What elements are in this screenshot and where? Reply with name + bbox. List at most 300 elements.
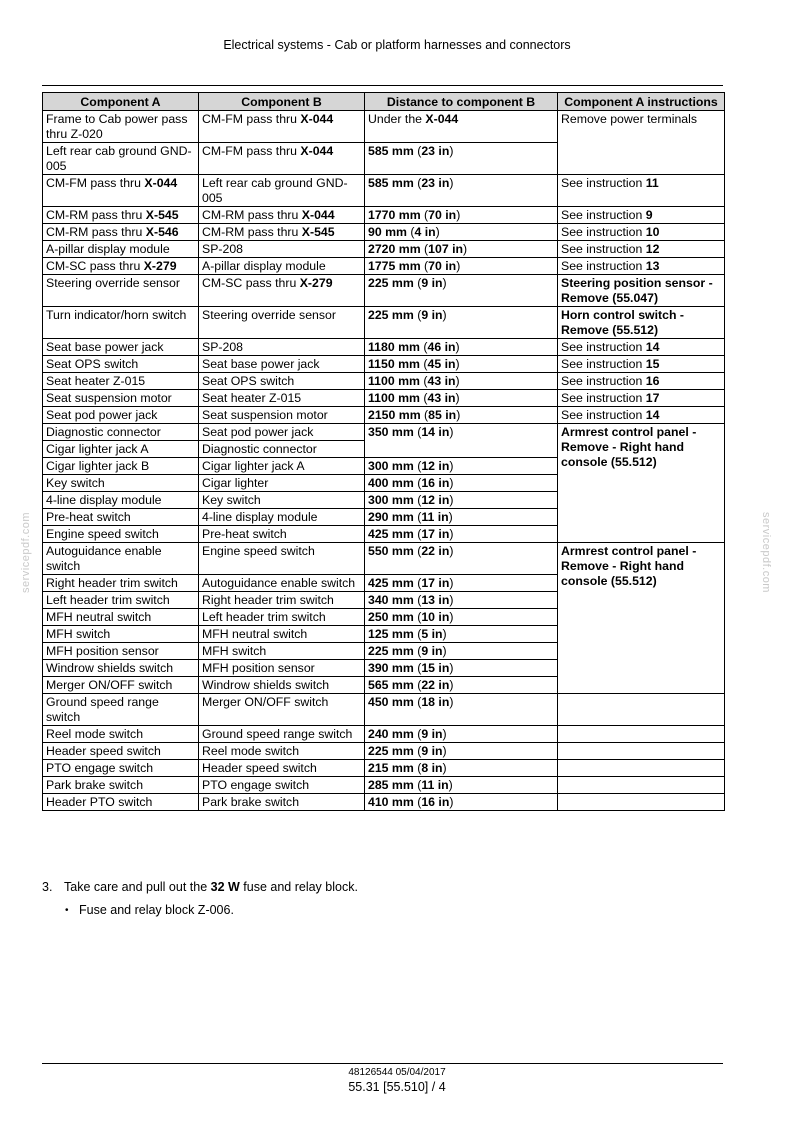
cell-component-a: Header speed switch (43, 743, 199, 760)
bold-text: 70 in (428, 259, 457, 273)
cell-component-a: Seat base power jack (43, 339, 199, 356)
bold-text: 425 mm (368, 527, 414, 541)
cell-component-a: Cigar lighter jack B (43, 458, 199, 475)
bold-text: 225 mm (368, 308, 414, 322)
cell-instructions (558, 407, 725, 424)
cell-distance (365, 760, 558, 777)
cell-component-b: A-pillar display module (199, 258, 365, 275)
bold-text: 250 mm (368, 610, 414, 624)
table-row (43, 258, 725, 275)
text-run: ) (456, 208, 461, 222)
text-run: ( (413, 695, 422, 709)
cell-component-a: Reel mode switch (43, 726, 199, 743)
text-run: ( (419, 374, 428, 388)
cell-component-a: Park brake switch (43, 777, 199, 794)
bold-text: Armrest control panel - Remove - Right hand console (55.512) (561, 544, 697, 588)
bold-text: 85 in (428, 408, 457, 422)
cell-component-a: Engine speed switch (43, 526, 199, 543)
cell-distance (365, 339, 558, 356)
text-run: ) (449, 527, 454, 541)
bold-text: 11 in (421, 778, 449, 792)
text-run: ) (456, 408, 461, 422)
table-row (43, 743, 725, 760)
bold-text: 18 in (421, 695, 450, 709)
text-run: ) (449, 795, 454, 809)
bold-text: 340 mm (368, 593, 414, 607)
cell-component-a: MFH switch (43, 626, 199, 643)
cell-component-a: Cigar lighter jack A (43, 441, 199, 458)
cell-instructions (558, 356, 725, 373)
cell-component-b: Seat heater Z-015 (199, 390, 365, 407)
bold-text: 9 in (421, 727, 443, 741)
bold-text: 107 in (428, 242, 464, 256)
text-run: ( (413, 678, 422, 692)
text-run: CM-RM pass thru (46, 225, 146, 239)
bold-text: 1100 mm (368, 374, 420, 388)
table-row (43, 111, 725, 143)
cell-component-a: Header PTO switch (43, 794, 199, 811)
text-run: ) (442, 644, 447, 658)
bold-text: 125 mm (368, 627, 414, 641)
table-row (43, 777, 725, 794)
cell-instructions (558, 694, 725, 726)
text-run: ( (413, 761, 422, 775)
bold-text: 15 (645, 357, 660, 371)
cell-component-b (199, 224, 365, 241)
cell-component-b (199, 111, 365, 143)
text-run: ( (420, 259, 429, 273)
table-body (43, 111, 725, 811)
text-run: CM-RM pass thru (46, 208, 146, 222)
text-run: ) (449, 695, 454, 709)
cell-component-b: Ground speed range switch (199, 726, 365, 743)
text-run: ( (413, 276, 422, 290)
bold-text: X-044 (300, 112, 334, 126)
bold-text: X-044 (425, 112, 459, 126)
cell-distance (365, 777, 558, 794)
bold-text: 23 in (421, 176, 450, 190)
cell-component-b: MFH switch (199, 643, 365, 660)
cell-component-a (43, 175, 199, 207)
text-run: CM-FM pass thru (46, 176, 145, 190)
cell-component-a: Seat heater Z-015 (43, 373, 199, 390)
cell-component-a: Seat suspension motor (43, 390, 199, 407)
bold-text: 450 mm (368, 695, 414, 709)
cell-distance (365, 509, 558, 526)
bold-text: 13 (645, 259, 660, 273)
table-row (43, 390, 725, 407)
cell-component-a: A-pillar display module (43, 241, 199, 258)
bold-text: 17 (645, 391, 660, 405)
cell-component-b (199, 207, 365, 224)
text-run: See instruction (561, 259, 646, 273)
text-run: ) (449, 593, 454, 607)
table-row (43, 356, 725, 373)
text-run: Remove power terminals (561, 112, 697, 126)
bold-text: 10 (645, 225, 660, 239)
bold-text: 43 in (427, 374, 456, 388)
cell-component-b: Pre-heat switch (199, 526, 365, 543)
bold-text: 16 (645, 374, 660, 388)
cell-instructions (558, 224, 725, 241)
cell-component-b: Right header trim switch (199, 592, 365, 609)
text-run: ) (456, 259, 461, 273)
text-run: ( (413, 778, 422, 792)
cell-instructions (558, 424, 725, 543)
cell-component-a: Steering override sensor (43, 275, 199, 307)
bold-text: 12 in (421, 493, 450, 507)
step-number: 3. (42, 880, 53, 894)
cell-distance (365, 543, 558, 575)
text-run: ( (406, 225, 415, 239)
cell-component-a: Left header trim switch (43, 592, 199, 609)
text-run: ( (413, 576, 422, 590)
bold-text: Steering position sensor - Remove (55.047) (561, 276, 713, 305)
text-run: ( (413, 493, 422, 507)
text-run: ) (449, 144, 454, 158)
table-row (43, 543, 725, 575)
bold-text: 425 mm (368, 576, 414, 590)
cell-distance (365, 743, 558, 760)
text-run: ) (449, 661, 454, 675)
bold-text: 22 in (421, 544, 450, 558)
cell-component-a (43, 258, 199, 275)
bold-text: 300 mm (368, 459, 414, 473)
watermark-left: servicepdf.com (20, 512, 32, 593)
cell-component-a: Turn indicator/horn switch (43, 307, 199, 339)
text-run: ( (419, 357, 428, 371)
bold-text: X-044 (300, 144, 334, 158)
footer-document-ref: 48126544 05/04/2017 (348, 1067, 446, 1078)
text-run: ( (413, 527, 422, 541)
bold-text: X-546 (145, 225, 179, 239)
text-run: ( (413, 593, 422, 607)
cell-component-b: Cigar lighter jack A (199, 458, 365, 475)
step-text (64, 880, 358, 894)
text-run: ( (413, 644, 422, 658)
cell-instructions (558, 390, 725, 407)
cell-component-b: Diagnostic connector (199, 441, 365, 458)
cell-component-a: Seat OPS switch (43, 356, 199, 373)
bold-text: 4 in (414, 225, 436, 239)
text-run: CM-SC pass thru (46, 259, 144, 273)
cell-distance (365, 143, 558, 175)
text-run: ( (413, 744, 422, 758)
cell-distance (365, 275, 558, 307)
cell-component-b: Engine speed switch (199, 543, 365, 575)
text-run: ) (455, 357, 460, 371)
bold-text: 400 mm (368, 476, 414, 490)
step-bullet (65, 903, 234, 917)
bold-text: 14 (645, 340, 660, 354)
cell-component-b: Header speed switch (199, 760, 365, 777)
text-run: ( (413, 459, 422, 473)
text-run: ) (442, 727, 447, 741)
bold-text: 17 in (421, 576, 450, 590)
bold-text: 11 in (421, 510, 449, 524)
bold-text: 300 mm (368, 493, 414, 507)
cell-distance (365, 609, 558, 626)
bold-text: 1775 mm (368, 259, 421, 273)
cell-distance (365, 694, 558, 726)
text-run: CM-RM pass thru (202, 225, 302, 239)
text-run: See instruction (561, 357, 646, 371)
cell-component-a: Right header trim switch (43, 575, 199, 592)
bold-text: 290 mm (368, 510, 414, 524)
bold-text: 225 mm (368, 644, 414, 658)
text-run: ) (449, 678, 454, 692)
text-run: ) (449, 425, 454, 439)
table-row (43, 207, 725, 224)
cell-component-b: Park brake switch (199, 794, 365, 811)
text-run: CM-SC pass thru (202, 276, 300, 290)
cell-instructions (558, 777, 725, 794)
footer-page-ref: 55.31 [55.510] / 4 (348, 1080, 446, 1094)
cell-distance (365, 111, 558, 143)
table-row (43, 726, 725, 743)
table-row (43, 694, 725, 726)
cell-component-b: Reel mode switch (199, 743, 365, 760)
header-component-b: Component B (199, 93, 365, 111)
text-run: ( (413, 425, 422, 439)
bold-text: 70 in (428, 208, 457, 222)
cell-instructions (558, 275, 725, 307)
cell-component-a: Ground speed range switch (43, 694, 199, 726)
text-run: ( (413, 544, 422, 558)
bold-text: 9 in (421, 744, 443, 758)
text-run: ( (413, 510, 422, 524)
bold-text: X-279 (143, 259, 177, 273)
cell-component-b: Steering override sensor (199, 307, 365, 339)
bold-text: X-044 (301, 208, 335, 222)
cell-component-b: Seat pod power jack (199, 424, 365, 441)
cell-distance (365, 677, 558, 694)
cell-component-a (43, 224, 199, 241)
cell-instructions (558, 339, 725, 356)
text-run: ) (442, 761, 447, 775)
bold-text: 585 mm (368, 144, 414, 158)
bold-text: 13 in (421, 593, 450, 607)
page-header-title: Electrical systems - Cab or platform harnesses and connectors (223, 38, 571, 52)
cell-component-b: PTO engage switch (199, 777, 365, 794)
header-instructions: Component A instructions (558, 93, 725, 111)
cell-instructions (558, 307, 725, 339)
bold-text: 215 mm (368, 761, 414, 775)
cell-component-a: Pre-heat switch (43, 509, 199, 526)
cell-component-b: Windrow shields switch (199, 677, 365, 694)
bold-text: 1770 mm (368, 208, 421, 222)
text-run: ( (413, 795, 422, 809)
text-run: See instruction (561, 225, 646, 239)
bold-text: 9 in (421, 276, 443, 290)
text-run: ) (435, 225, 440, 239)
bold-text: 10 in (421, 610, 450, 624)
bold-text: 2720 mm (368, 242, 421, 256)
bold-text: 225 mm (368, 276, 414, 290)
text-run: ( (413, 176, 422, 190)
cell-distance (365, 475, 558, 492)
bold-text: 410 mm (368, 795, 414, 809)
cell-component-a: 4-line display module (43, 492, 199, 509)
cell-component-a: Windrow shields switch (43, 660, 199, 677)
bold-text: 2150 mm (368, 408, 421, 422)
cell-instructions (558, 207, 725, 224)
cell-component-a: Autoguidance enable switch (43, 543, 199, 575)
text-run: ) (455, 340, 460, 354)
cell-component-a: MFH position sensor (43, 643, 199, 660)
text-run: ) (463, 242, 468, 256)
cell-component-a: Key switch (43, 475, 199, 492)
cell-distance (365, 407, 558, 424)
bold-text: X-044 (144, 176, 178, 190)
table-row (43, 275, 725, 307)
bold-text: 9 (645, 208, 653, 222)
bold-text: X-545 (145, 208, 179, 222)
cell-component-a: PTO engage switch (43, 760, 199, 777)
table-row (43, 241, 725, 258)
table-row (43, 407, 725, 424)
text-run: Take care and pull out the (64, 880, 211, 894)
cell-distance (365, 207, 558, 224)
bold-text: 32 W (210, 880, 240, 894)
text-run: CM-FM pass thru (202, 144, 301, 158)
table-header-row (43, 93, 725, 111)
cell-component-b: Autoguidance enable switch (199, 575, 365, 592)
cell-distance (365, 307, 558, 339)
watermark-right: servicepdf.com (760, 512, 772, 593)
header-distance: Distance to component B (365, 93, 558, 111)
text-run: ) (449, 544, 454, 558)
component-routing-table (42, 92, 725, 811)
cell-component-a: Frame to Cab power pass thru Z-020 (43, 111, 199, 143)
cell-instructions (558, 543, 725, 694)
cell-instructions (558, 743, 725, 760)
text-run: ( (413, 144, 422, 158)
cell-distance (365, 626, 558, 643)
cell-component-b: Seat suspension motor (199, 407, 365, 424)
header-rule (42, 85, 723, 86)
cell-distance (365, 224, 558, 241)
text-run: ) (442, 308, 447, 322)
text-run: ) (442, 744, 447, 758)
text-run: CM-FM pass thru (202, 112, 301, 126)
bold-text: 22 in (421, 678, 450, 692)
cell-distance (365, 726, 558, 743)
bold-text: 9 in (421, 308, 443, 322)
bold-text: 1180 mm (368, 340, 420, 354)
cell-instructions (558, 258, 725, 275)
bold-text: 285 mm (368, 778, 414, 792)
cell-instructions (558, 726, 725, 743)
bold-text: 550 mm (368, 544, 414, 558)
text-run: ( (419, 340, 428, 354)
header-component-a: Component A (43, 93, 199, 111)
text-run: ) (442, 627, 447, 641)
text-run: ( (413, 308, 422, 322)
text-run: ) (449, 459, 454, 473)
text-run: Under the (368, 112, 426, 126)
text-run: See instruction (561, 242, 646, 256)
bold-text: 23 in (421, 144, 450, 158)
text-run: ( (413, 610, 422, 624)
text-run: ) (442, 276, 447, 290)
cell-component-b: Cigar lighter (199, 475, 365, 492)
text-run: ( (413, 476, 422, 490)
cell-instructions (558, 373, 725, 390)
bold-text: 15 in (421, 661, 450, 675)
table-row (43, 794, 725, 811)
cell-distance (365, 643, 558, 660)
text-run: ) (449, 610, 454, 624)
bold-text: 12 in (421, 459, 450, 473)
cell-component-a: Left rear cab ground GND-005 (43, 143, 199, 175)
bold-text: X-279 (299, 276, 333, 290)
text-run: ) (455, 391, 460, 405)
cell-component-b: Key switch (199, 492, 365, 509)
cell-distance (365, 356, 558, 373)
bullet-text: Fuse and relay block Z-006. (79, 903, 234, 917)
cell-component-b: Seat base power jack (199, 356, 365, 373)
text-run: ( (413, 727, 422, 741)
table-row (43, 175, 725, 207)
table-row (43, 307, 725, 339)
cell-distance (365, 390, 558, 407)
bold-text: 9 in (421, 644, 443, 658)
bold-text: X-545 (301, 225, 335, 239)
table-row (43, 339, 725, 356)
cell-distance (365, 492, 558, 509)
bold-text: 11 (645, 176, 659, 190)
bold-text: 1150 mm (368, 357, 420, 371)
cell-component-b (199, 143, 365, 175)
bold-text: 240 mm (368, 727, 414, 741)
cell-distance (365, 424, 558, 458)
cell-component-b: Merger ON/OFF switch (199, 694, 365, 726)
footer-rule (42, 1063, 723, 1064)
cell-component-b: Left header trim switch (199, 609, 365, 626)
cell-distance (365, 592, 558, 609)
cell-component-a (43, 207, 199, 224)
bold-text: 8 in (421, 761, 443, 775)
text-run: See instruction (561, 340, 646, 354)
text-run: See instruction (561, 208, 646, 222)
bold-text: 12 (645, 242, 660, 256)
bold-text: 17 in (421, 527, 450, 541)
cell-distance (365, 241, 558, 258)
cell-component-b: 4-line display module (199, 509, 365, 526)
bold-text: 14 (645, 408, 660, 422)
cell-component-a: Diagnostic connector (43, 424, 199, 441)
cell-component-b: SP-208 (199, 241, 365, 258)
cell-component-b: MFH neutral switch (199, 626, 365, 643)
step-3 (42, 880, 358, 894)
bullet-mark: • (65, 905, 69, 916)
cell-instructions (558, 111, 725, 175)
text-run: ( (413, 661, 422, 675)
cell-component-a: MFH neutral switch (43, 609, 199, 626)
table-row (43, 760, 725, 777)
text-run: See instruction (561, 374, 646, 388)
cell-component-b: Left rear cab ground GND-005 (199, 175, 365, 207)
cell-distance (365, 794, 558, 811)
text-run: ( (420, 242, 429, 256)
bold-text: 1100 mm (368, 391, 420, 405)
table-row (43, 224, 725, 241)
bold-text: 565 mm (368, 678, 414, 692)
text-run: ) (455, 374, 460, 388)
bold-text: 16 in (421, 476, 450, 490)
cell-component-b: SP-208 (199, 339, 365, 356)
